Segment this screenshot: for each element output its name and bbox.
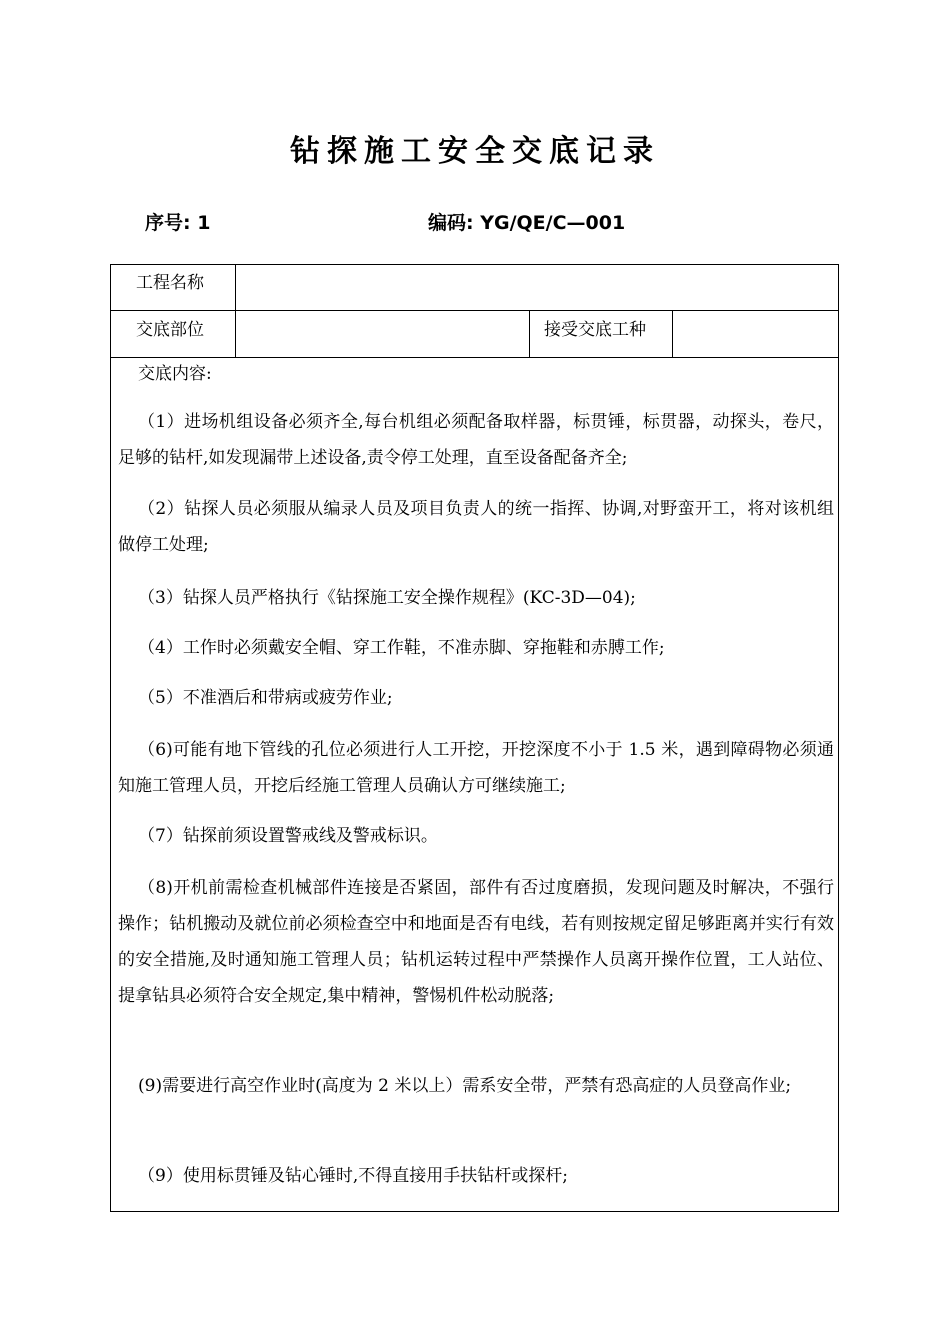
project-name-value[interactable] — [245, 268, 825, 298]
location-value[interactable] — [245, 315, 515, 345]
trade-value[interactable] — [682, 315, 827, 345]
list-item: （3）钻探人员严格执行《钻探施工安全操作规程》(KC-3D—04); — [138, 588, 636, 608]
serial-number: 序号: 1 — [145, 212, 211, 234]
table-divider — [235, 264, 236, 358]
list-item: (9)需要进行高空作业时(高度为 2 米以上）需系安全带，严禁有恐高症的人员登高作业; — [138, 1076, 792, 1096]
list-item: （9）使用标贯锤及钻心锤时,不得直接用手扶钻杆或探杆; — [138, 1166, 568, 1186]
list-item: （8)开机前需检查机械部件连接是否紧固，部件有否过度磨损，发现问题及时解决，不强行操作；钻机搬动及就位前必须检查空中和地面是否有电线，若有则按规定留足够距离并实行有效的安全措施,及时通知施工管理人员；钻机运转过程中严禁操作人员离开操作位置，工人站位、提拿钻具必须符合安全规定,集中精神，警惕机件松动脱落; — [118, 878, 834, 1006]
table-divider — [110, 310, 839, 311]
project-name-label: 工程名称 — [136, 273, 204, 293]
trade-label: 接受交底工种 — [544, 320, 646, 340]
location-label: 交底部位 — [136, 320, 204, 340]
list-item: （5）不准酒后和带病或疲劳作业; — [138, 688, 393, 708]
content-label: 交底内容: — [138, 364, 212, 384]
list-item: （4）工作时必须戴安全帽、穿工作鞋，不准赤脚、穿拖鞋和赤膊工作; — [138, 638, 665, 658]
table-divider — [529, 310, 530, 358]
document-code: 编码: YG/QE/C—001 — [428, 212, 626, 234]
list-item: （6)可能有地下管线的孔位必须进行人工开挖，开挖深度不小于 1.5 米，遇到障碍物必须通知施工管理人员，开挖后经施工管理人员确认方可继续施工; — [118, 740, 834, 796]
document-title: 钻探施工安全交底记录 — [290, 134, 660, 169]
list-item: （7）钻探前须设置警戒线及警戒标识。 — [138, 826, 438, 846]
table-divider — [672, 310, 673, 358]
list-item: （2）钻探人员必须服从编录人员及项目负责人的统一指挥、协调,对野蛮开工，将对该机组做停工处理; — [118, 499, 834, 555]
list-item: （1）进场机组设备必须齐全,每台机组必须配备取样器，标贯锤，标贯器，动探头，卷尺，足够的钻杆,如发现漏带上述设备,责令停工处理，直至设备配备齐全; — [118, 412, 834, 468]
